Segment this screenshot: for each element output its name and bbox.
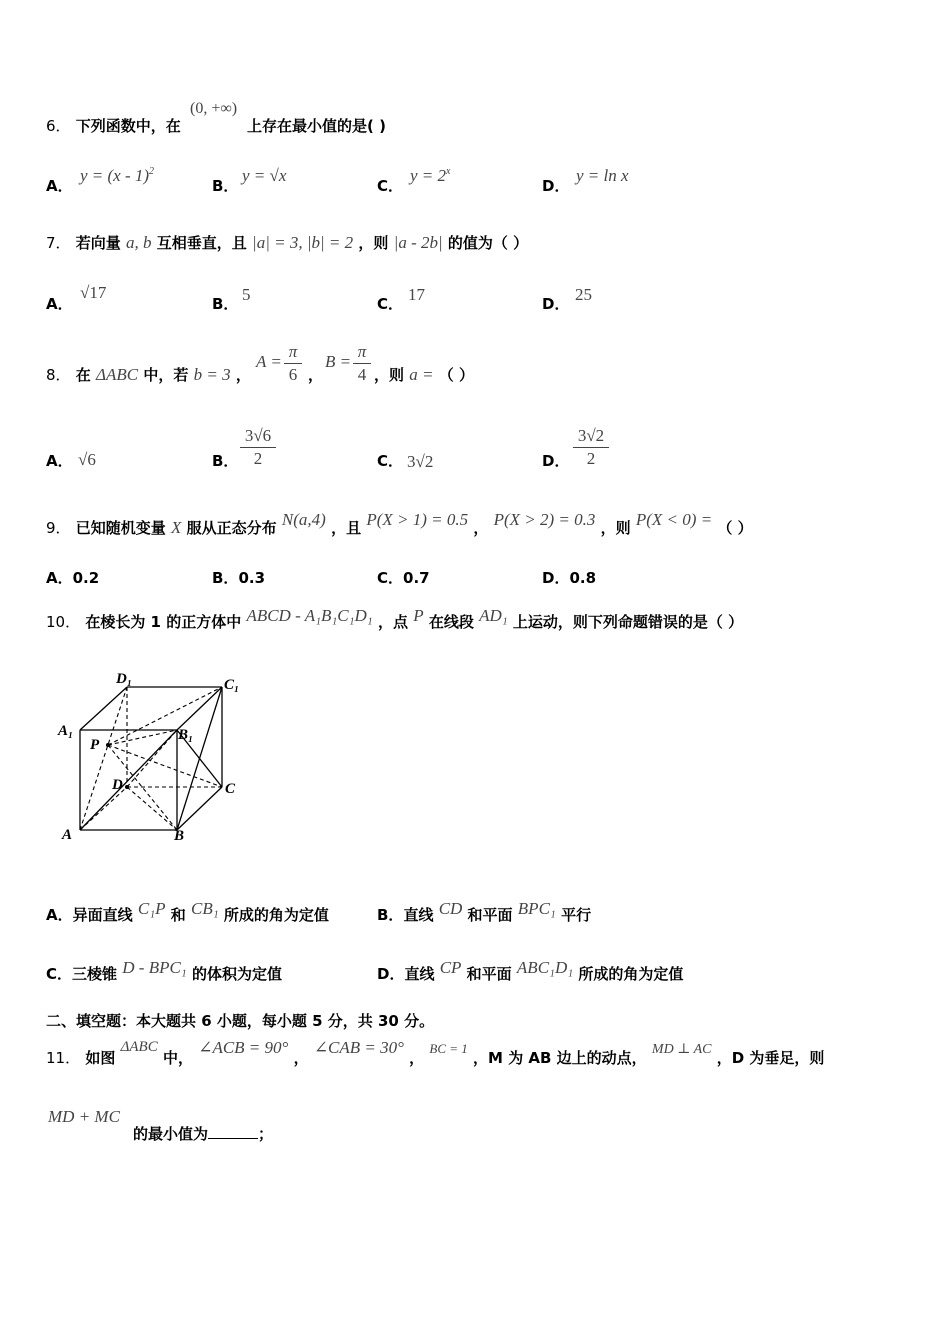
point-p [106, 743, 110, 747]
question-7-stem: 7． 若向量 a, b 互相垂直，且 |a| = 3, |b| = 2 ，则 |a - 2b| 的值为（ ） [46, 233, 529, 252]
question-number: 9． [46, 519, 71, 537]
label-a1: A₁ [58, 723, 74, 739]
label-p: P [90, 737, 100, 753]
option-d-expression: 25 [575, 285, 592, 304]
hidden-p-c1 [108, 687, 222, 745]
angle-b-fraction: π 4 [353, 342, 371, 385]
hidden-d-b [127, 787, 177, 830]
label-a: A [62, 827, 73, 843]
option-b-fraction: 3√6 2 [240, 426, 276, 469]
question-8-stem-end: ，则 a = （ ） [374, 365, 474, 384]
section-heading: 二、填空题：本大题共 6 小题，每小题 5 分，共 30 分。 [46, 1012, 435, 1030]
interval-expression: (0, +∞) [190, 100, 238, 117]
label-d1: D₁ [116, 671, 133, 687]
question-6-stem [46, 116, 181, 136]
question-number: 7． [46, 234, 71, 252]
question-number: 11． [46, 1049, 81, 1067]
expression-md-mc: MD + MC [48, 1107, 120, 1126]
option-b-label: B． [212, 452, 239, 470]
option-d-label: D． [542, 295, 570, 313]
cube-figure [50, 665, 250, 845]
q10-option-a: A．异面直线 C₁P 和 CB₁ 所成的角为定值 [46, 899, 329, 924]
option-b-expression: 5 [242, 285, 251, 304]
option-a-expression: √6 [78, 450, 96, 469]
q10-option-d: D．直线 CP 和平面 ABC₁D₁ 所成的角为定值 [377, 958, 684, 983]
hidden-p-b1 [108, 730, 177, 745]
option-c-label: C． [377, 295, 404, 313]
option-c-label: C． [377, 452, 404, 470]
q10-option-c: C．三棱锥 D - BPC₁ 的体积为定值 [46, 958, 282, 983]
option-a-label: A． [46, 177, 73, 195]
option-a-expression: y = (x - 1)$^2$ [80, 166, 155, 185]
question-11-stem: 11． 如图 ΔABC 中， ∠ACB = 90° ， ∠CAB = 30° ， BC = 1 ，M 为 AB 边上的动点， MD ⊥ AC ，D 为垂足，则 [46, 1038, 825, 1067]
option-a-label: A． [46, 452, 73, 470]
question-number: 6． [46, 117, 71, 135]
angle-a-lhs: A = [256, 352, 282, 371]
separator: ， [308, 366, 324, 384]
question-6-stem-end: 上存在最小值的是( ) [247, 117, 386, 135]
option-c-label: C． [377, 177, 404, 195]
option-d-label: D． [542, 177, 570, 195]
option-d-label: D． [542, 452, 570, 470]
option-d-fraction: 3√2 2 [573, 426, 609, 469]
option-c-expression: $y = 2^x$ [410, 166, 451, 185]
option-b-label: B． [212, 295, 239, 313]
option-c-expression: 17 [408, 285, 425, 304]
label-c1: C₁ [224, 677, 240, 693]
q10-option-b: B．直线 CD 和平面 BPC₁ 平行 [377, 899, 592, 924]
question-number: 8． [46, 366, 71, 384]
option-a-expression: √17 [80, 283, 107, 302]
question-9-stem: 9． 已知随机变量 X 服从正态分布 N(a,4) ，且 P(X > 1) = 0.5 ， P(X > 2) = 0.3 ，则 P(X < 0) = （ ） [46, 510, 753, 537]
option-a: A．0.2 [46, 569, 100, 587]
option-c: C．0.7 [377, 569, 430, 587]
label-c: C [225, 781, 236, 797]
question-number: 10． [46, 613, 81, 631]
point-d [125, 785, 129, 789]
angle-a-fraction: π 6 [284, 342, 302, 385]
stem-text: 下列函数中，在 [75, 117, 181, 135]
option-b-expression: y = √x [242, 166, 287, 185]
option-b: B．0.3 [212, 569, 266, 587]
label-b: B [174, 828, 185, 844]
option-d: D．0.8 [542, 569, 597, 587]
label-b1: B₁ [178, 727, 194, 743]
option-d-expression: y = ln x [576, 166, 629, 185]
option-c-expression: 3√2 [407, 452, 434, 471]
angle-b-lhs: B = [325, 352, 352, 371]
option-a-label: A． [46, 295, 73, 313]
label-d: D [112, 777, 123, 793]
question-8-stem-start: 8． 在 ΔABC 中，若 b = 3 ， [46, 365, 251, 384]
option-b-label: B． [212, 177, 239, 195]
question-11-answer-line: 的最小值为 ； [133, 1125, 274, 1143]
answer-blank[interactable] [208, 1124, 258, 1139]
question-10-stem: 10． 在棱长为 1 的正方体中 ABCD - A₁B₁C₁D₁ ，点 P 在线段 AD₁ 上运动，则下列命题错误的是（ ） [46, 606, 744, 631]
